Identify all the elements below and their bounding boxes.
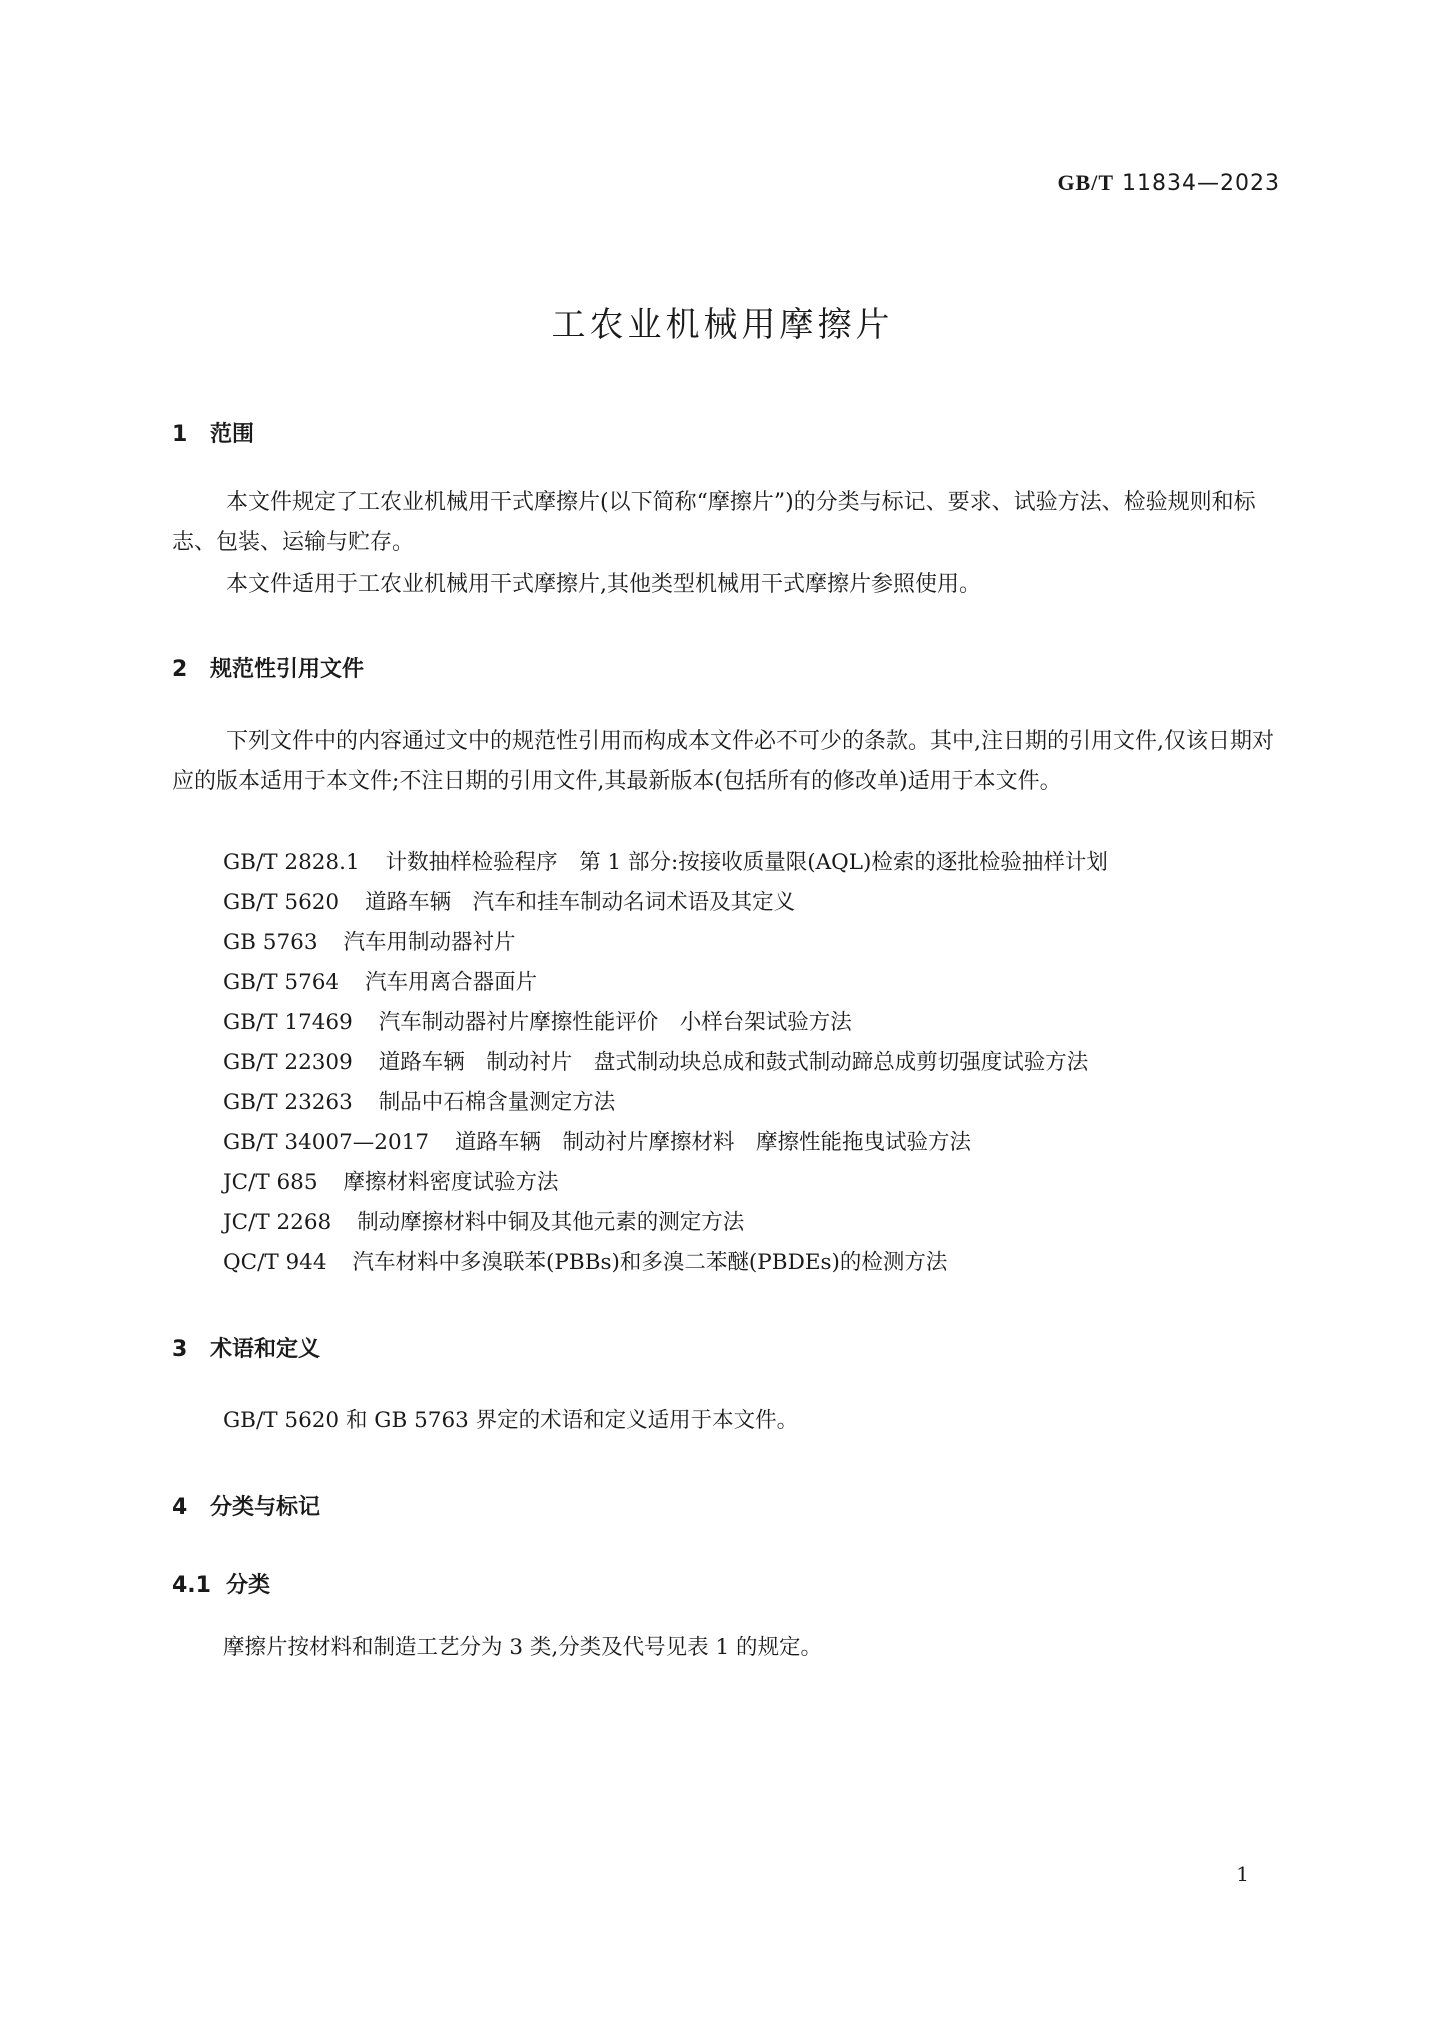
- reference-code: QC/T 944: [223, 1250, 327, 1275]
- standard-code: [1057, 170, 1280, 196]
- section-number: 1: [172, 422, 188, 447]
- reference-code: GB/T 5764: [223, 970, 340, 995]
- reference-title: 道路车辆 汽车和挂车制动名词术语及其定义: [365, 890, 796, 915]
- subsection-number: 4.1: [172, 1573, 211, 1598]
- reference-title: 汽车材料中多溴联苯(PBBs)和多溴二苯醚(PBDEs)的检测方法: [352, 1250, 948, 1275]
- reference-code: GB/T 22309: [223, 1050, 353, 1075]
- page-number: 1: [1236, 1862, 1249, 1886]
- reference-item: [223, 1245, 947, 1276]
- reference-code: GB/T 2828.1: [223, 850, 360, 875]
- section-number: 2: [172, 657, 188, 682]
- standard-prefix: GB/T: [1057, 170, 1115, 195]
- section-title: 术语和定义: [210, 1337, 321, 1362]
- reference-item: [223, 1005, 852, 1036]
- reference-code: GB/T 23263: [223, 1090, 353, 1115]
- paragraph: 摩擦片按材料和制造工艺分为 3 类,分类及代号见表 1 的规定。: [223, 1635, 823, 1660]
- section-title: 范围: [210, 422, 255, 447]
- reference-item: [223, 1165, 559, 1196]
- section-1-heading: [172, 417, 254, 448]
- reference-item: [223, 1125, 971, 1156]
- paragraph: 本文件规定了工农业机械用干式摩擦片(以下简称“摩擦片”)的分类与标记、要求、试验方法、检验规则和标志、包装、运输与贮存。: [172, 490, 1256, 555]
- reference-title: 汽车用离合器面片: [365, 970, 538, 995]
- reference-item: [223, 1205, 744, 1236]
- paragraph: 下列文件中的内容通过文中的规范性引用而构成本文件必不可少的条款。其中,注日期的引用文件,仅该日期对应的版本适用于本文件;不注日期的引用文件,其最新版本(包括所有的修改单)适用于本文件。: [172, 729, 1274, 794]
- reference-title: 道路车辆 制动衬片摩擦材料 摩擦性能拖曳试验方法: [455, 1130, 972, 1155]
- section-3-heading: [172, 1332, 320, 1363]
- subsection-title: 分类: [226, 1573, 271, 1598]
- reference-item: [223, 925, 516, 956]
- reference-item: [223, 1045, 1088, 1076]
- reference-title: 制动摩擦材料中铜及其他元素的测定方法: [357, 1210, 745, 1235]
- reference-item: [223, 965, 537, 996]
- document-title: 工农业机械用摩擦片: [551, 305, 894, 345]
- section-4-heading: [172, 1490, 320, 1521]
- section-number: 3: [172, 1337, 188, 1362]
- section-number: 4: [172, 1495, 188, 1520]
- reference-code: GB 5763: [223, 930, 318, 955]
- reference-code: JC/T 2268: [223, 1210, 332, 1235]
- paragraph: 本文件适用于工农业机械用干式摩擦片,其他类型机械用干式摩擦片参照使用。: [226, 572, 981, 597]
- section-title: 规范性引用文件: [210, 657, 365, 682]
- section-title: 分类与标记: [210, 1495, 321, 1520]
- reference-code: JC/T 685: [223, 1170, 318, 1195]
- subsection-4-1-heading: [172, 1568, 270, 1599]
- reference-code: GB/T 34007—2017: [223, 1130, 430, 1155]
- section-2-heading: [172, 652, 364, 683]
- reference-item: [223, 885, 795, 916]
- standard-number: 11834—2023: [1122, 171, 1280, 196]
- reference-title: 计数抽样检验程序 第 1 部分:按接收质量限(AQL)检索的逐批检验抽样计划: [385, 850, 1108, 875]
- reference-item: [223, 845, 1108, 876]
- reference-code: GB/T 5620: [223, 890, 340, 915]
- reference-item: [223, 1085, 615, 1116]
- reference-title: 汽车用制动器衬片: [343, 930, 516, 955]
- reference-title: 摩擦材料密度试验方法: [343, 1170, 559, 1195]
- reference-title: 道路车辆 制动衬片 盘式制动块总成和鼓式制动蹄总成剪切强度试验方法: [378, 1050, 1089, 1075]
- paragraph: GB/T 5620 和 GB 5763 界定的术语和定义适用于本文件。: [223, 1408, 799, 1433]
- reference-title: 制品中石棉含量测定方法: [378, 1090, 616, 1115]
- reference-title: 汽车制动器衬片摩擦性能评价 小样台架试验方法: [378, 1010, 852, 1035]
- reference-code: GB/T 17469: [223, 1010, 353, 1035]
